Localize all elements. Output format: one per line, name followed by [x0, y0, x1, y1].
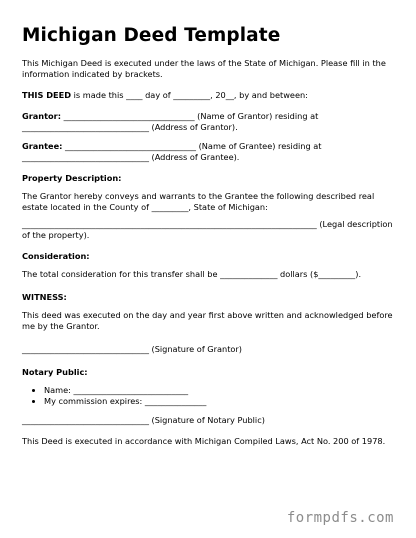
grantor-label: Grantor: [22, 111, 61, 122]
notary-name-item: • Name: ____________________________ [44, 385, 398, 396]
grantor-address-field: _______________________________ (Address of Grantor). [22, 122, 238, 133]
grantee-line-1 [22, 141, 398, 152]
consideration-text: The total consideration for this transfer shall be ______________ dollars ($_________). [22, 269, 362, 280]
grantee-address-field: _______________________________ (Address of Grantee). [22, 152, 240, 163]
grantor-line-1 [22, 111, 398, 122]
grantor-block [22, 111, 398, 133]
grantee-block [22, 141, 398, 163]
watermark: formpdfs.com [286, 510, 394, 526]
deed-label: THIS DEED [22, 90, 72, 101]
consideration-heading: Consideration: [22, 251, 90, 262]
closing-text: This Deed is executed in accordance with Michigan Compiled Laws, Act No. 200 of 1978. [22, 436, 386, 447]
property-text: The Grantor hereby conveys and warrants to the Grantee the following described real estate located in the County of _________, State of Michigan: [22, 191, 375, 213]
witness-text: This deed was executed on the day and year first above written and acknowledged before me by the Grantor. [22, 310, 393, 332]
document-title: Michigan Deed Template [22, 25, 281, 46]
notary-commission-item: • My commission expires: _______________ [44, 396, 398, 407]
notary-signature-line: _______________________________ (Signature of Notary Public) [22, 415, 265, 426]
grantee-name-field: ________________________________ (Name of Grantee) residing at [62, 141, 322, 152]
grantor-signature-line: _______________________________ (Signature of Grantor) [22, 344, 242, 355]
intro-text: This Michigan Deed is executed under the laws of the State of Michigan. Please fill in the information indicated by brackets. [22, 58, 386, 80]
witness-heading: WITNESS: [22, 292, 67, 303]
deed-text: is made this ____ day of _________, 20__, by and between: [71, 90, 308, 101]
notary-list [22, 385, 398, 407]
legal-description-field: ________________________________________________________________________ (Legal description of the property). [22, 219, 393, 241]
notary-heading: Notary Public: [22, 367, 88, 378]
grantor-name-field: ________________________________ (Name of Grantor) residing at [60, 111, 319, 122]
property-heading: Property Description: [22, 173, 122, 184]
grantee-label: Grantee: [22, 141, 63, 152]
deed-line [22, 90, 398, 101]
document-page [22, 26, 398, 447]
